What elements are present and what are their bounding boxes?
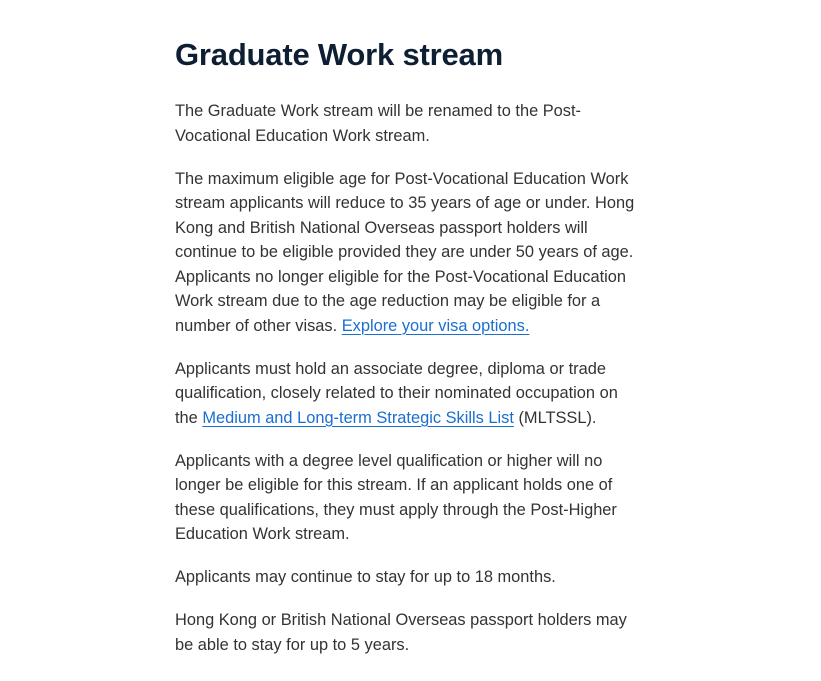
article-content	[175, 32, 645, 676]
paragraph-qualification-text-after: (MLTSSL).	[513, 408, 597, 427]
paragraph-degree-ineligible: Applicants with a degree level qualification or higher will no longer be eligible for this stream. If an applicant holds one of these qualifications, they must apply through the Post-Higher Education Work stream.	[175, 451, 617, 543]
paragraph-hk-bno-stay: Hong Kong or British National Overseas passport holders may be able to stay for up to 5 years.	[175, 611, 627, 654]
paragraph-rename: The Graduate Work stream will be renamed to the Post-Vocational Education Work stream.	[175, 102, 581, 145]
explore-visa-options-link[interactable]: Explore your visa options.	[341, 316, 530, 335]
paragraph-stay-duration: Applicants may continue to stay for up to 18 months.	[175, 568, 556, 586]
page-title: Graduate Work stream	[175, 37, 503, 72]
paragraph-age-limit-text: The maximum eligible age for Post-Vocational Education Work stream applicants will reduce to 35 years of age or under. Hong Kong and British National Overseas passport holders will continue to be eligible provided they are under 50 years of age. Applicants no longer eligible for the Post-Vocational Education Work stream due to the age reduction may be eligible for a number of other visas.	[175, 169, 635, 335]
paragraph-qualification-text-before: Applicants must hold an associate degree, diploma or trade qualification, closely related to their nominated occupation on the	[175, 359, 618, 427]
mltssl-link[interactable]: Medium and Long-term Strategic Skills List	[202, 408, 514, 427]
paragraph-qualification	[175, 357, 645, 431]
paragraph-age-limit	[175, 167, 645, 339]
